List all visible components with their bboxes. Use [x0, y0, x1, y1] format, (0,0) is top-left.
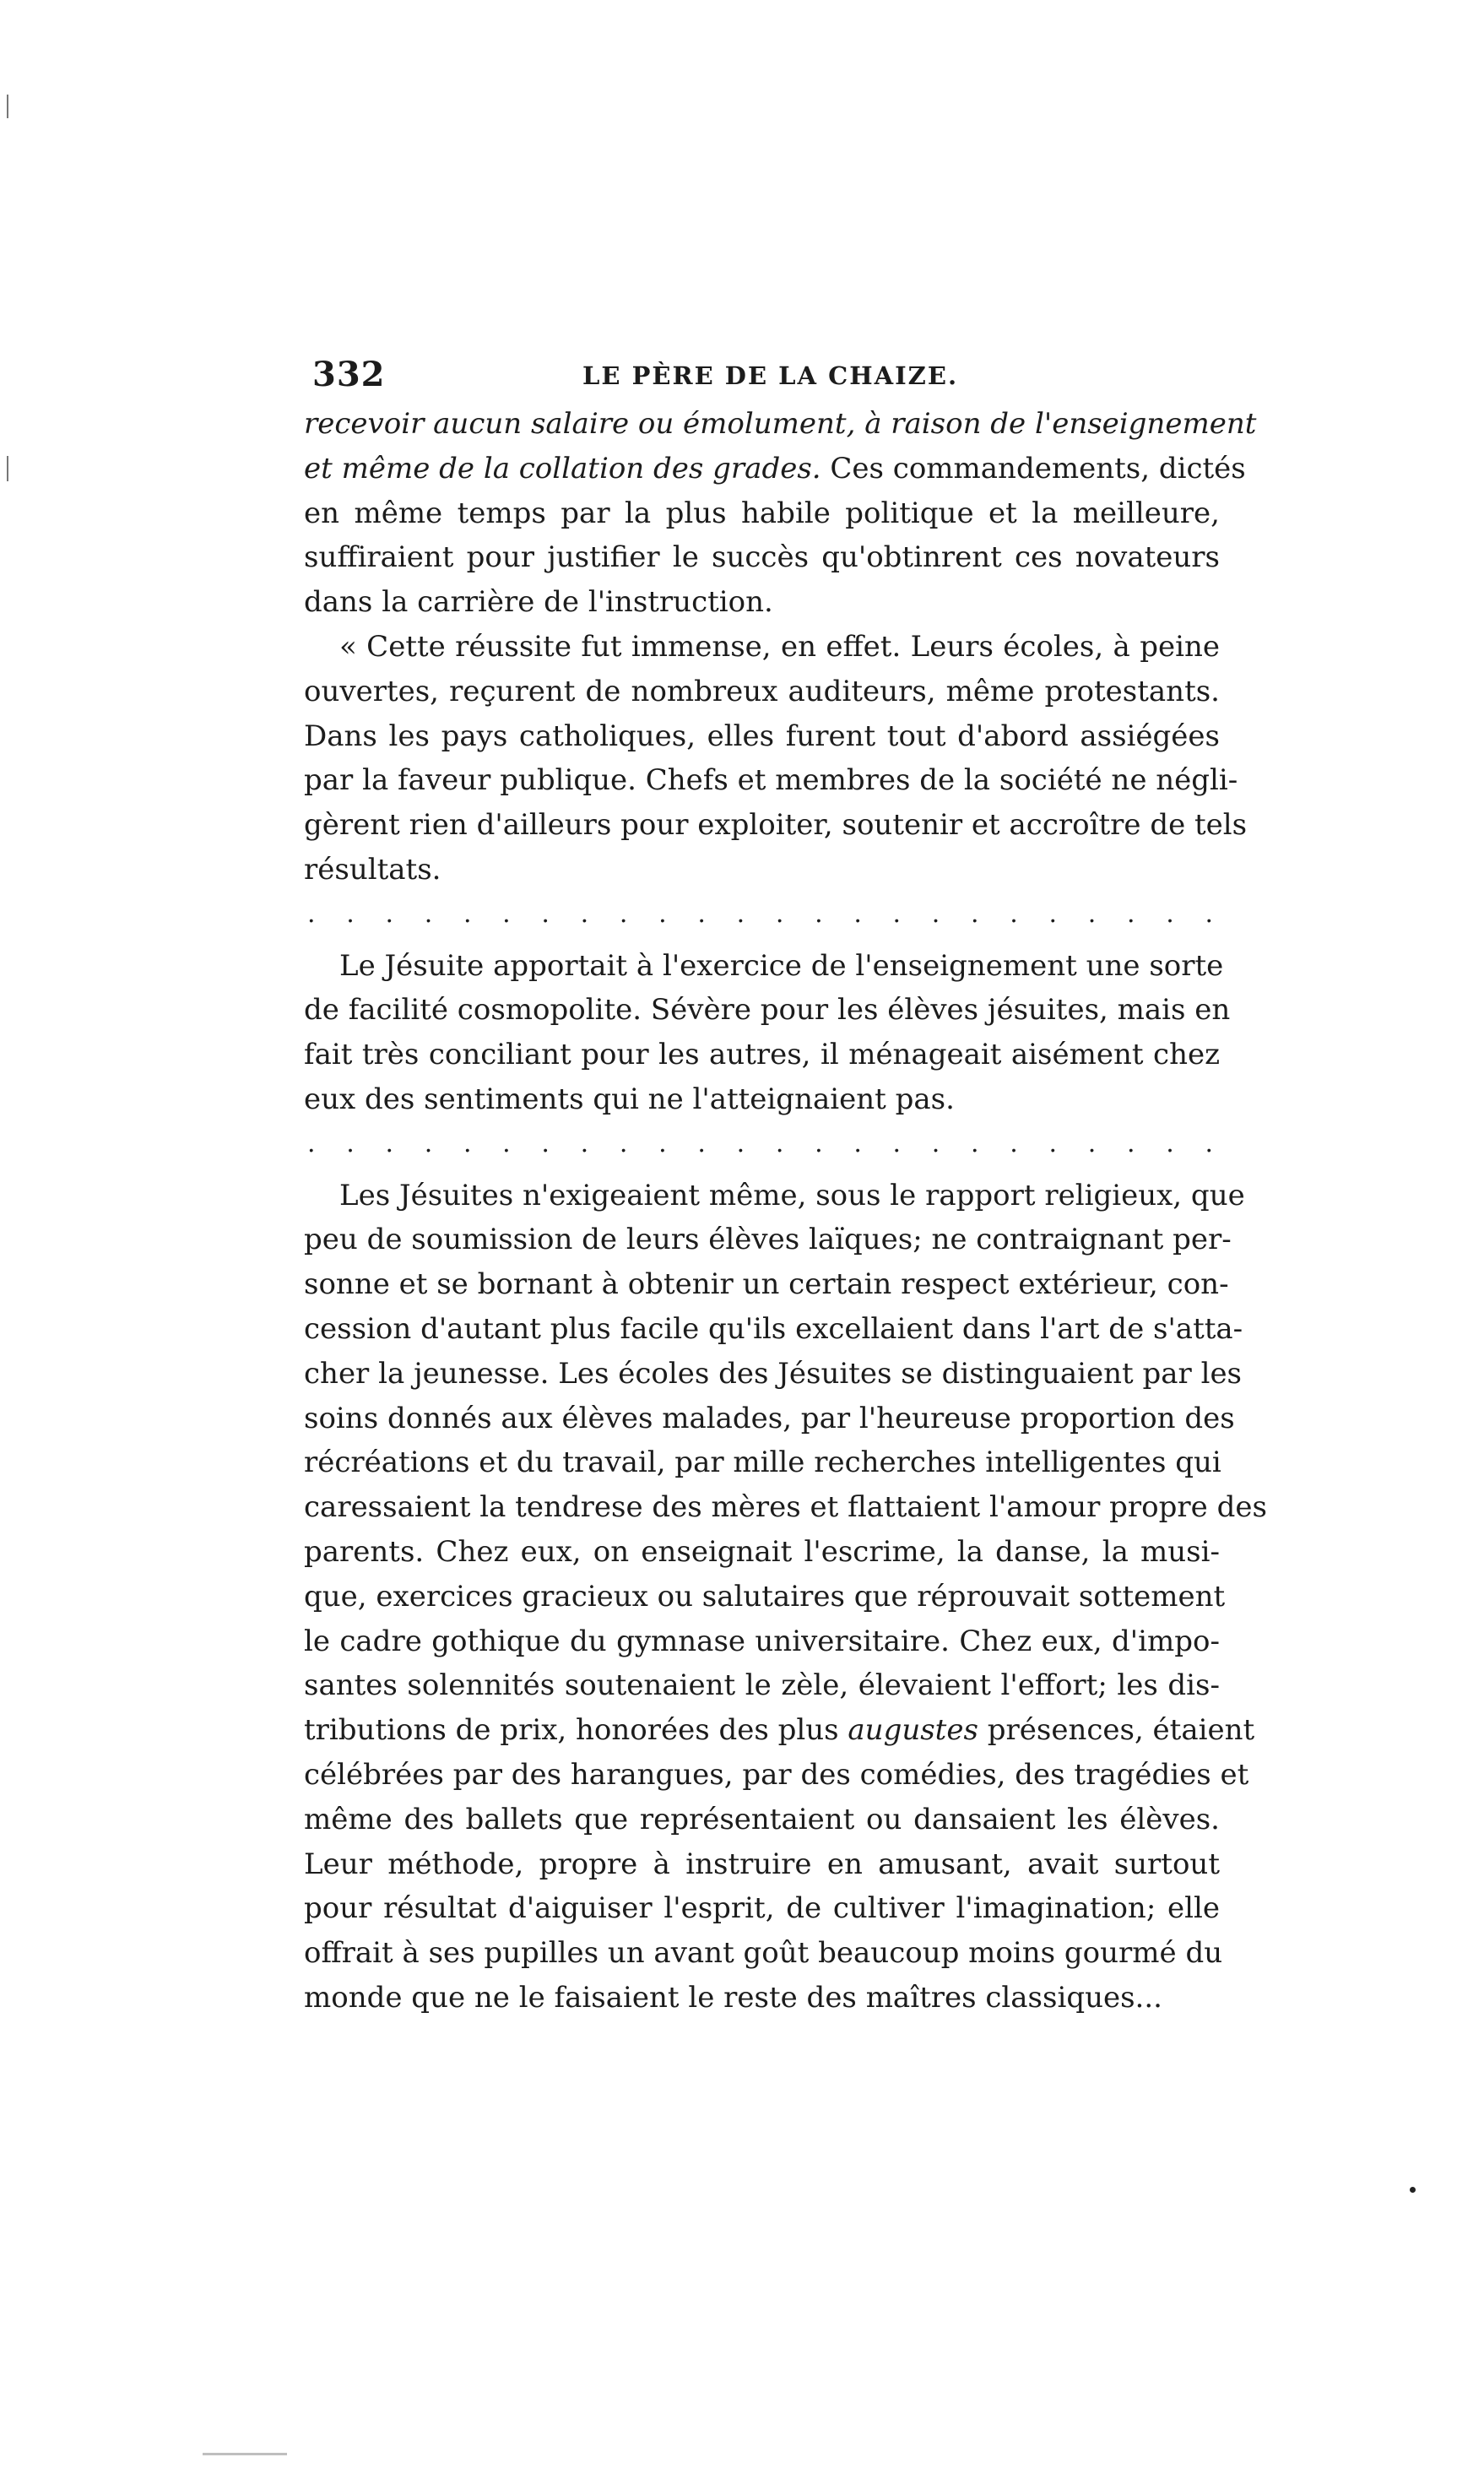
text-line: [304, 1575, 1226, 1619]
text-run: pour résultat d'aiguiser l'esprit, de cultiver l'imagination; elle: [304, 1891, 1220, 1926]
text-run: cession d'autant plus facile qu'ils excellaient dans l'art de s'atta-: [304, 1311, 1243, 1346]
paragraph-1: [304, 402, 1257, 625]
text-line: [304, 1753, 1249, 1798]
italic-run: augustes: [848, 1713, 978, 1748]
text-run: Les Jésuites n'exigeaient même, sous le rapport religieux, que: [339, 1178, 1245, 1212]
text-line: [304, 1397, 1235, 1441]
text-run: peu de soumission de leurs élèves laïques; ne contraignant per-: [304, 1223, 1232, 1257]
text-line: [304, 1886, 1220, 1931]
text-run: tributions de prix, honorées des plus: [304, 1713, 848, 1748]
footer-scan-mark: [203, 2453, 287, 2455]
margin-mark-top: [7, 95, 8, 118]
text-line: [304, 1708, 1255, 1753]
text-run: le cadre gothique du gymnase universitaire. Chez eux, d'impo-: [304, 1624, 1220, 1658]
text-line: [304, 1842, 1220, 1887]
text-line: Le Jésuite apportait à l'exercice de l'enseignement une sorte: [339, 948, 1224, 983]
paragraph-2: [304, 625, 1248, 892]
text-line: [304, 1530, 1220, 1575]
ellipsis-dots: . . . . . . . . . . . . . . . . . . . . . . . .: [307, 898, 1213, 929]
text-run: dans la carrière de l'instruction.: [304, 585, 773, 620]
book-page: [304, 355, 1267, 2021]
ink-speck: [1410, 2187, 1416, 2193]
body-text: [304, 402, 1267, 2021]
text-run: soins donnés aux élèves malades, par l'heureuse proportion des: [304, 1401, 1235, 1435]
ellipsis-row-1: [304, 892, 1220, 937]
text-run: célébrées par des harangues, par des comédies, des tragédies et: [304, 1757, 1249, 1792]
text-line: [304, 535, 1220, 580]
text-line: [304, 491, 1220, 536]
text-line: [304, 1619, 1220, 1664]
running-title: LE PÈRE DE LA CHAIZE.: [582, 361, 959, 390]
text-run: monde que ne le faisaient le reste des maîtres classiques...: [304, 1980, 1162, 2015]
text-run: même des ballets que représentaient ou dansaient les élèves.: [304, 1802, 1220, 1836]
text-run: récréations et du travail, par mille recherches intelligentes qui: [304, 1446, 1221, 1480]
text-line: [304, 1262, 1229, 1307]
text-line: [304, 1931, 1223, 1976]
text-line: par la faveur publique. Chefs et membres de la société ne négli-: [304, 763, 1238, 798]
text-line: fait très conciliant pour les autres, il ménageait aisément chez: [304, 1038, 1220, 1072]
text-run: parents. Chez eux, on enseignait l'escrime, la danse, la musi-: [304, 1534, 1220, 1569]
ellipsis-dots: . . . . . . . . . . . . . . . . . . . . . . . .: [307, 1128, 1213, 1158]
text-run: présences, étaient: [978, 1713, 1255, 1748]
text-line: résultats.: [304, 852, 441, 887]
text-run: santes solennités soutenaient le zèle, élevaient l'effort; les dis-: [304, 1668, 1220, 1703]
text-run: sonne et se bornant à obtenir un certain respect extérieur, con-: [304, 1267, 1229, 1302]
text-run: Leur méthode, propre à instruire en amusant, avait surtout: [304, 1847, 1220, 1881]
text-line: [304, 1663, 1220, 1708]
text-line: [304, 1307, 1243, 1352]
text-line: [304, 1485, 1267, 1530]
running-head: [304, 355, 1220, 402]
text-run: offrait à ses pupilles un avant goût beaucoup moins gourmé du: [304, 1936, 1223, 1971]
text-line: [304, 447, 1246, 491]
text-run: suffiraient pour justifier le succès qu'obtinrent ces novateurs: [304, 540, 1220, 575]
ellipsis-row-2: [304, 1122, 1220, 1167]
text-run: en même temps par la plus habile politique et la meilleure,: [304, 496, 1220, 530]
text-run: que, exercices gracieux ou salutaires que réprouvait sottement: [304, 1579, 1226, 1614]
text-line: gèrent rien d'ailleurs pour exploiter, soutenir et accroître de tels: [304, 808, 1248, 843]
text-run: caressaient la tendrese des mères et flattaient l'amour propre des: [304, 1490, 1267, 1525]
margin-mark-mid: [7, 456, 8, 481]
text-line: [304, 402, 1257, 447]
text-line: [304, 1174, 1245, 1218]
text-run: Ces commandements, dictés: [821, 451, 1246, 485]
page-number: 332: [312, 355, 386, 394]
text-line: [304, 1218, 1232, 1262]
italic-run: et même de la collation des grades.: [304, 451, 821, 485]
text-line: [304, 1352, 1243, 1397]
text-line: eux des sentiments qui ne l'atteignaient pas.: [304, 1082, 955, 1116]
paragraph-4: [304, 1174, 1267, 2021]
text-line: [304, 1798, 1220, 1842]
text-line: [304, 1976, 1220, 2021]
italic-run: recevoir aucun salaire ou émolument, à raison de l'enseignement: [304, 407, 1257, 441]
text-run: cher la jeunesse. Les écoles des Jésuites se distinguaient par les: [304, 1356, 1243, 1391]
text-line: ouvertes, reçurent de nombreux auditeurs, même protestants.: [304, 674, 1220, 708]
text-line: [304, 580, 1220, 625]
paragraph-3: [304, 944, 1231, 1122]
text-line: de facilité cosmopolite. Sévère pour les élèves jésuites, mais en: [304, 993, 1231, 1028]
text-line: Dans les pays catholiques, elles furent tout d'abord assiégées: [304, 719, 1220, 753]
text-line: « Cette réussite fut immense, en effet. Leurs écoles, à peine: [339, 629, 1220, 664]
text-line: [304, 1440, 1220, 1485]
